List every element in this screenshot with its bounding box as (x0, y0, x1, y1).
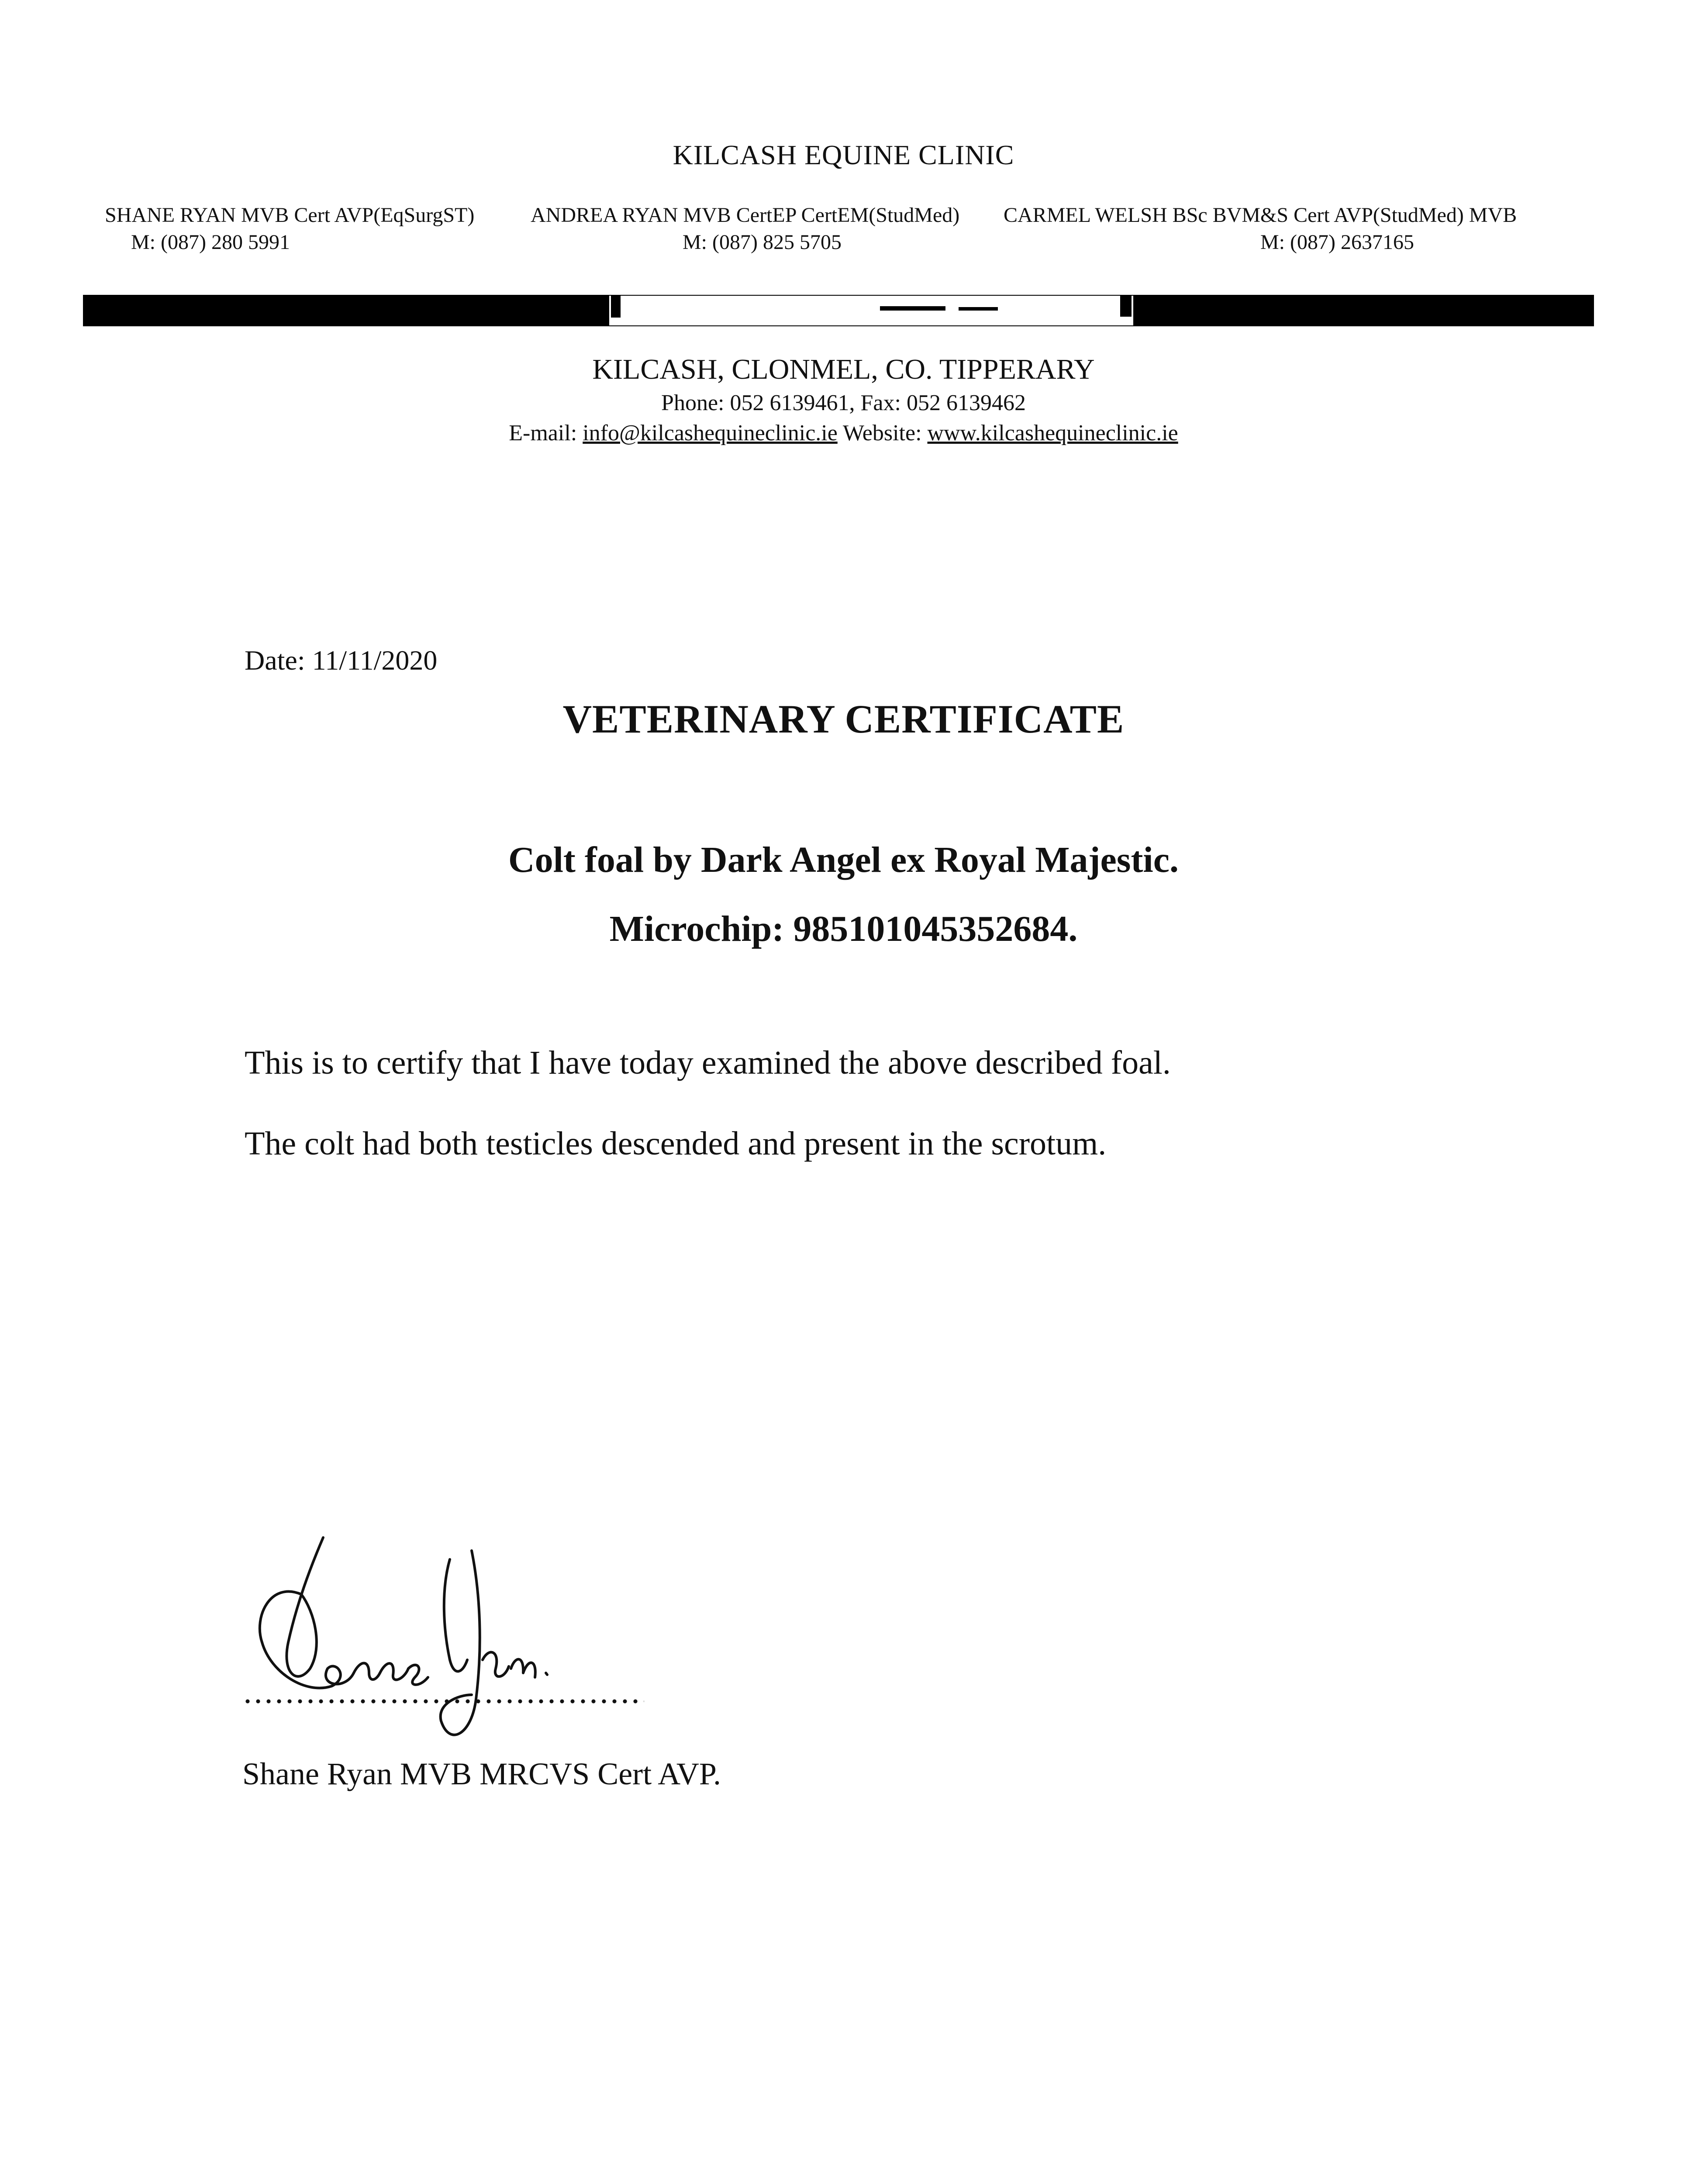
vet-name-1: SHANE RYAN MVB Cert AVP(EqSurgST) (105, 204, 475, 227)
vet-info-1 (105, 202, 474, 256)
certificate-date: Date: 11/11/2020 (245, 645, 438, 676)
signatory-name: Shane Ryan MVB MRCVS Cert AVP. (242, 1756, 721, 1791)
foal-description: Colt foal by Dark Angel ex Royal Majestic. (508, 840, 1179, 880)
certification-paragraph-1: This is to certify that I have today examined the above described foal. (245, 1044, 1171, 1081)
email-label: E-mail: (509, 421, 577, 446)
vet-mobile-1: M: (087) 280 5991 (131, 231, 290, 254)
clinic-contact-web (0, 420, 1687, 446)
vet-mobile-3: M: (087) 2637165 (1260, 231, 1414, 254)
website-label: Website: (842, 421, 922, 446)
website-link[interactable]: www.kilcashequineclinic.ie (927, 421, 1178, 446)
handwritten-signature (245, 1529, 559, 1791)
clinic-name: KILCASH EQUINE CLINIC (673, 139, 1014, 170)
vet-name-3: CARMEL WELSH BSc BVM&S Cert AVP(StudMed) MVB (1004, 204, 1517, 227)
clinic-address: KILCASH, CLONMEL, CO. TIPPERARY (592, 353, 1095, 385)
vet-name-2: ANDREA RYAN MVB CertEP CertEM(StudMed) (531, 204, 960, 227)
certification-paragraph-2: The colt had both testicles descended and present in the scrotum. (245, 1125, 1107, 1162)
vet-info-3 (1004, 202, 1549, 256)
letterhead-banner-emblem (609, 295, 1133, 326)
clinic-phone-fax: Phone: 052 6139461, Fax: 052 6139462 (661, 390, 1026, 415)
vet-mobile-2: M: (087) 825 5705 (683, 231, 842, 254)
certificate-title: VETERINARY CERTIFICATE (562, 697, 1125, 741)
email-link[interactable]: info@kilcashequineclinic.ie (583, 421, 838, 446)
vet-info-2 (531, 202, 994, 256)
microchip-number: Microchip: 985101045352684. (609, 909, 1078, 949)
